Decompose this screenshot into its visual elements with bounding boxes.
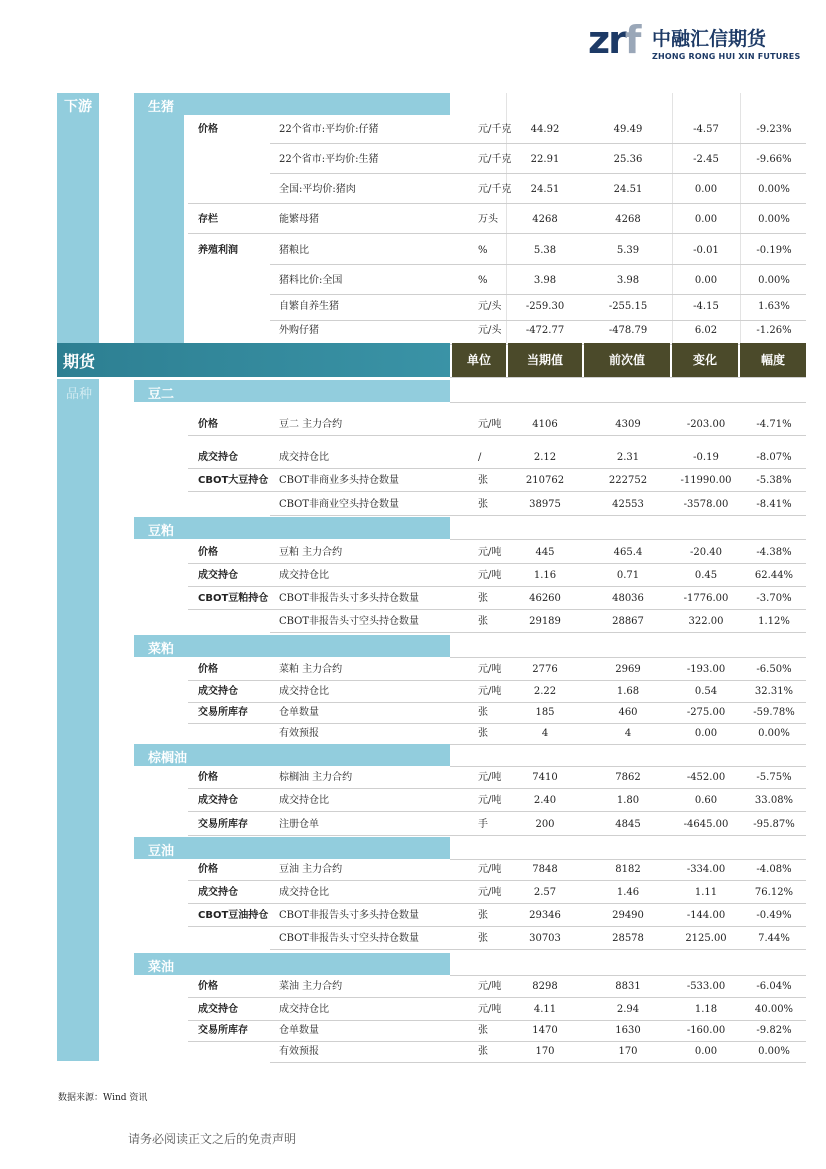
row-change: -144.00 <box>686 910 726 921</box>
row-current: 3.98 <box>533 275 557 286</box>
row-change: 0.00 <box>694 275 718 286</box>
row-previous: 2.31 <box>616 452 640 463</box>
logo-english-name: ZHONG RONG HUI XIN FUTURES <box>652 52 801 61</box>
row-change: -275.00 <box>686 707 726 718</box>
header-change: 变化 <box>672 343 738 377</box>
row-indicator: 成交持仓比 <box>279 1004 329 1015</box>
row-change: -2.45 <box>693 154 719 165</box>
row-category: 成交持仓 <box>198 1004 238 1015</box>
row-divider <box>450 975 806 976</box>
row-percent: 33.08% <box>754 795 794 806</box>
row-percent: 1.12% <box>758 616 790 627</box>
row-divider <box>450 766 806 767</box>
row-previous: 460 <box>618 707 638 718</box>
row-change: 1.11 <box>694 887 718 898</box>
row-change: -452.00 <box>686 772 726 783</box>
row-current: 2776 <box>532 664 558 675</box>
row-change: 0.00 <box>694 1046 718 1057</box>
row-change: 0.00 <box>694 728 718 739</box>
row-change: -4.15 <box>693 301 719 312</box>
section-header <box>134 380 450 402</box>
row-current: 4106 <box>532 419 558 430</box>
row-divider <box>450 402 806 403</box>
row-current: 2.57 <box>533 887 557 898</box>
row-change: 0.00 <box>694 214 718 225</box>
row-category: 养殖利润 <box>198 245 238 256</box>
row-current: 38975 <box>529 499 561 510</box>
row-divider <box>270 515 806 516</box>
row-current: 44.92 <box>530 124 560 135</box>
row-previous: -478.79 <box>608 325 648 336</box>
row-indicator: 有效预报 <box>279 1046 319 1057</box>
row-divider <box>270 143 806 144</box>
downstream-inner-bar <box>134 93 184 343</box>
row-percent: -9.66% <box>756 154 792 165</box>
row-category: 存栏 <box>198 214 218 225</box>
row-change: -334.00 <box>686 864 726 875</box>
row-indicator: CBOT非报告头寸空头持仓数量 <box>279 616 420 627</box>
section-name: 豆二 <box>148 387 175 402</box>
row-percent: 32.31% <box>754 686 794 697</box>
row-divider <box>188 491 806 492</box>
row-indicator: CBOT非报告头寸多头持仓数量 <box>279 593 420 604</box>
row-percent: 0.00% <box>758 184 790 195</box>
row-change: 0.60 <box>694 795 718 806</box>
row-percent: -0.49% <box>756 910 792 921</box>
row-indicator: 22个省市:平均价:生猪 <box>279 154 379 165</box>
section-name: 菜粕 <box>148 642 175 657</box>
row-current: 8298 <box>532 981 558 992</box>
header-previous: 前次值 <box>584 343 670 377</box>
row-change: 322.00 <box>688 616 724 627</box>
downstream-label: 下游 <box>64 99 92 115</box>
row-previous: 1.68 <box>616 686 640 697</box>
row-percent: -0.19% <box>756 245 792 256</box>
company-logo <box>588 18 801 64</box>
logo-chinese-name: 中融汇信期货 <box>652 28 767 50</box>
row-divider <box>270 264 806 265</box>
row-indicator: 猪料比价:全国 <box>279 275 343 286</box>
row-current: 4 <box>541 728 549 739</box>
row-category: CBOT豆油持仓 <box>198 910 269 921</box>
row-previous: 42553 <box>612 499 644 510</box>
row-current: 200 <box>535 819 555 830</box>
row-change: 0.45 <box>694 570 718 581</box>
row-change: -11990.00 <box>680 475 732 486</box>
row-change: -20.40 <box>689 547 722 558</box>
row-divider <box>188 811 806 812</box>
section-name: 豆油 <box>148 844 175 859</box>
row-indicator: 22个省市:平均价:仔猪 <box>279 124 379 135</box>
futures-header-bar: 期货 <box>57 343 450 377</box>
downstream-side-bar <box>57 93 99 343</box>
row-previous: 2969 <box>615 664 641 675</box>
row-category: 价格 <box>198 124 218 135</box>
row-current: 2.12 <box>533 452 557 463</box>
row-indicator: CBOT非商业空头持仓数量 <box>279 499 400 510</box>
row-current: 445 <box>535 547 555 558</box>
row-category: 价格 <box>198 864 218 875</box>
row-indicator: 注册仓单 <box>279 819 319 830</box>
row-previous: 29490 <box>612 910 644 921</box>
row-current: 4.11 <box>533 1004 557 1015</box>
row-indicator: 能繁母猪 <box>279 214 319 225</box>
row-divider <box>188 563 806 564</box>
row-change: -193.00 <box>686 664 726 675</box>
row-current: 2.22 <box>533 686 557 697</box>
row-previous: 8831 <box>615 981 641 992</box>
row-category: 成交持仓 <box>198 887 238 898</box>
section-header-hog: 生猪 <box>134 93 450 115</box>
row-previous: 170 <box>618 1046 638 1057</box>
row-divider <box>188 880 806 881</box>
row-change: -160.00 <box>686 1025 726 1036</box>
row-previous: 28867 <box>612 616 644 627</box>
row-previous: 8182 <box>615 864 641 875</box>
row-previous: -255.15 <box>608 301 648 312</box>
row-previous: 1.46 <box>616 887 640 898</box>
row-category: 价格 <box>198 664 218 675</box>
row-percent: -4.08% <box>756 864 792 875</box>
row-divider <box>188 680 806 681</box>
row-current: 210762 <box>525 475 565 486</box>
row-divider <box>188 903 806 904</box>
row-percent: 7.44% <box>758 933 790 944</box>
row-divider <box>188 997 806 998</box>
row-category: CBOT大豆持仓 <box>198 475 269 486</box>
row-indicator: 成交持仓比 <box>279 795 329 806</box>
row-divider <box>270 203 806 204</box>
row-indicator: 成交持仓比 <box>279 452 329 463</box>
row-percent: -5.75% <box>756 772 792 783</box>
logo-mark: zrf <box>588 18 640 62</box>
row-percent: -9.82% <box>756 1025 792 1036</box>
row-previous: 465.4 <box>613 547 643 558</box>
section-header <box>134 635 450 657</box>
section-header <box>134 744 450 766</box>
row-divider <box>188 835 806 836</box>
row-percent: 0.00% <box>758 275 790 286</box>
row-divider <box>188 468 806 469</box>
row-previous: 28578 <box>612 933 644 944</box>
row-divider <box>270 949 806 950</box>
row-previous: 24.51 <box>613 184 643 195</box>
row-divider <box>188 1041 806 1042</box>
row-indicator: 猪粮比 <box>279 245 309 256</box>
row-percent: 1.63% <box>758 301 790 312</box>
row-current: 30703 <box>529 933 561 944</box>
row-indicator: 有效预报 <box>279 728 319 739</box>
row-indicator: 菜油 主力合约 <box>279 981 343 992</box>
row-divider <box>450 539 806 540</box>
row-current: -472.77 <box>525 325 565 336</box>
row-percent: -6.50% <box>756 664 792 675</box>
row-current: 7848 <box>532 864 558 875</box>
variety-label: 品种 <box>66 387 93 402</box>
row-percent: 0.00% <box>758 728 790 739</box>
row-percent: -8.41% <box>756 499 792 510</box>
row-current: 2.40 <box>533 795 557 806</box>
row-indicator: 豆二 主力合约 <box>279 419 343 430</box>
row-indicator: 菜粕 主力合约 <box>279 664 343 675</box>
row-indicator: CBOT非报告头寸空头持仓数量 <box>279 933 420 944</box>
row-indicator: 成交持仓比 <box>279 686 329 697</box>
row-previous: 2.94 <box>616 1004 640 1015</box>
row-divider <box>188 609 806 610</box>
row-indicator: 外购仔猪 <box>279 325 319 336</box>
row-current: 46260 <box>529 593 561 604</box>
row-indicator: 仓单数量 <box>279 1025 319 1036</box>
section-name: 菜油 <box>148 960 175 975</box>
futures-side-bar <box>57 379 99 1061</box>
row-indicator: 成交持仓比 <box>279 570 329 581</box>
row-change: 2125.00 <box>685 933 727 944</box>
row-change: 0.00 <box>694 184 718 195</box>
row-current: 22.91 <box>530 154 560 165</box>
row-indicator: 豆油 主力合约 <box>279 864 343 875</box>
section-name: 豆粕 <box>148 524 175 539</box>
row-category: 交易所库存 <box>198 1025 248 1036</box>
row-percent: -8.07% <box>756 452 792 463</box>
header-current: 当期值 <box>508 343 582 377</box>
section-header <box>134 953 450 975</box>
row-current: 170 <box>535 1046 555 1057</box>
row-divider <box>270 320 806 321</box>
row-indicator: CBOT非报告头寸多头持仓数量 <box>279 910 420 921</box>
row-indicator: 仓单数量 <box>279 707 319 718</box>
row-previous: 0.71 <box>616 570 640 581</box>
row-divider <box>188 435 806 436</box>
row-divider <box>270 1062 806 1063</box>
row-percent: 76.12% <box>754 887 794 898</box>
row-percent: 40.00% <box>754 1004 794 1015</box>
row-indicator: CBOT非商业多头持仓数量 <box>279 475 400 486</box>
row-current: 185 <box>535 707 555 718</box>
row-percent: -3.70% <box>756 593 792 604</box>
row-current: 5.38 <box>533 245 557 256</box>
row-percent: 0.00% <box>758 214 790 225</box>
row-indicator: 全国:平均价:猪肉 <box>279 184 356 195</box>
row-divider <box>450 859 806 860</box>
row-previous: 4845 <box>615 819 641 830</box>
row-divider <box>188 586 806 587</box>
row-category: 价格 <box>198 547 218 558</box>
section-header <box>134 517 450 539</box>
row-percent: -6.04% <box>756 981 792 992</box>
row-previous: 4309 <box>615 419 641 430</box>
row-category: 成交持仓 <box>198 795 238 806</box>
row-category: 价格 <box>198 772 218 783</box>
row-previous: 7862 <box>615 772 641 783</box>
row-change: -533.00 <box>686 981 726 992</box>
row-percent: -4.38% <box>756 547 792 558</box>
row-category: 交易所库存 <box>198 819 248 830</box>
row-divider <box>188 926 806 927</box>
row-indicator: 棕榈油 主力合约 <box>279 772 353 783</box>
row-indicator: 豆粕 主力合约 <box>279 547 343 558</box>
row-divider <box>188 1020 806 1021</box>
row-divider <box>188 203 270 204</box>
row-current: 4268 <box>532 214 558 225</box>
row-previous: 5.39 <box>616 245 640 256</box>
row-percent: -1.26% <box>756 325 792 336</box>
row-previous: 49.49 <box>613 124 643 135</box>
row-percent: 62.44% <box>754 570 794 581</box>
row-divider <box>270 632 806 633</box>
row-change: -4.57 <box>693 124 719 135</box>
row-change: 0.54 <box>694 686 718 697</box>
row-category: 成交持仓 <box>198 686 238 697</box>
header-percent: 幅度 <box>740 343 806 377</box>
row-divider <box>188 233 806 234</box>
row-indicator: 自繁自养生猪 <box>279 301 339 312</box>
row-divider <box>188 702 806 703</box>
header-unit: 单位 <box>452 343 506 377</box>
row-change: -3578.00 <box>683 499 729 510</box>
data-source: 数据来源：Wind 资讯 <box>58 1093 148 1103</box>
row-current: 24.51 <box>530 184 560 195</box>
section-name: 棕榈油 <box>148 751 188 766</box>
row-divider <box>188 723 806 724</box>
row-percent: -59.78% <box>753 707 795 718</box>
row-percent: -4.71% <box>756 419 792 430</box>
row-change: -1776.00 <box>683 593 729 604</box>
row-previous: 4268 <box>615 214 641 225</box>
row-change: 1.18 <box>694 1004 718 1015</box>
row-percent: 0.00% <box>758 1046 790 1057</box>
row-divider <box>270 173 806 174</box>
row-change: -0.01 <box>693 245 719 256</box>
row-current: 1.16 <box>533 570 557 581</box>
row-category: 交易所库存 <box>198 707 248 718</box>
row-category: CBOT豆粕持仓 <box>198 593 269 604</box>
row-current: 29189 <box>529 616 561 627</box>
row-previous: 3.98 <box>616 275 640 286</box>
row-current: 29346 <box>529 910 561 921</box>
row-previous: 48036 <box>612 593 644 604</box>
row-change: 6.02 <box>694 325 718 336</box>
row-divider <box>270 294 806 295</box>
row-divider <box>450 657 806 658</box>
row-percent: -5.38% <box>756 475 792 486</box>
disclaimer-note: 请务必阅读正文之后的免责声明 <box>128 1132 297 1146</box>
row-category: 成交持仓 <box>198 452 238 463</box>
row-previous: 25.36 <box>613 154 643 165</box>
row-category: 价格 <box>198 981 218 992</box>
row-change: -203.00 <box>686 419 726 430</box>
row-percent: -9.23% <box>756 124 792 135</box>
row-divider <box>450 377 806 378</box>
row-previous: 1.80 <box>616 795 640 806</box>
row-divider <box>188 788 806 789</box>
row-change: -4645.00 <box>683 819 729 830</box>
row-indicator: 成交持仓比 <box>279 887 329 898</box>
row-previous: 222752 <box>608 475 648 486</box>
row-category: 价格 <box>198 419 218 430</box>
row-percent: -95.87% <box>753 819 795 830</box>
row-change: -0.19 <box>693 452 719 463</box>
row-previous: 1630 <box>615 1025 641 1036</box>
row-current: 7410 <box>532 772 558 783</box>
section-header <box>134 837 450 859</box>
row-current: 1470 <box>532 1025 558 1036</box>
row-current: -259.30 <box>525 301 565 312</box>
row-previous: 4 <box>624 728 632 739</box>
row-category: 成交持仓 <box>198 570 238 581</box>
